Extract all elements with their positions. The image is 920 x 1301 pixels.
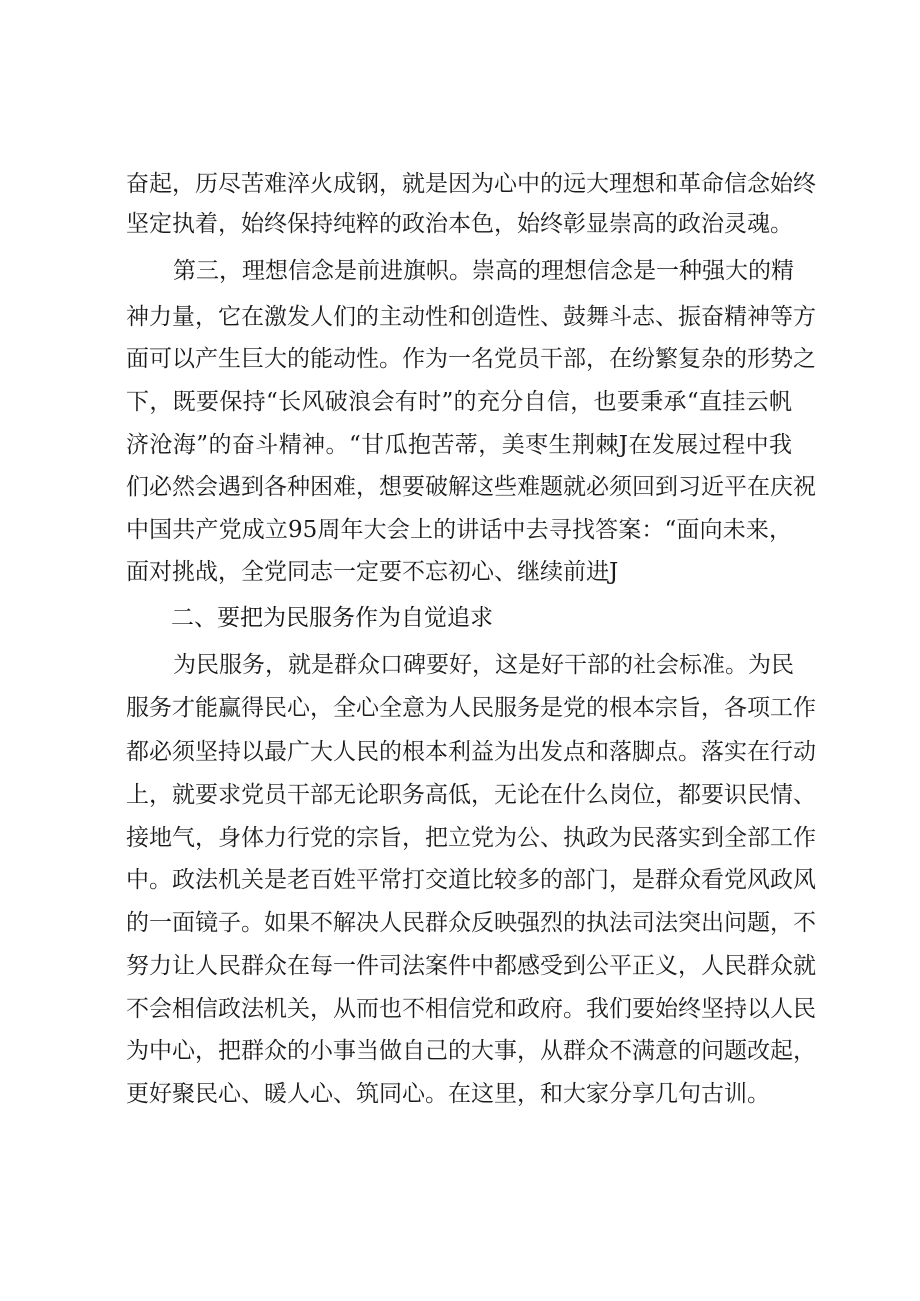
line-text: 都必须坚持以最广大人民的根本利益为出发点和落脚点。落实在行动 [126, 739, 816, 765]
body-line [0, 860, 920, 900]
body-line [0, 903, 920, 943]
line-text: 济沧海”的奋斗精神。“甘瓜抱苦蒂，美枣生荆棘J在发展过程中我 [126, 432, 792, 458]
body-line [0, 775, 920, 815]
line-text: 面可以产生巨大的能动性。作为一名党员干部，在纷繁复杂的形势之 [126, 346, 816, 372]
body-line [0, 645, 920, 685]
line-text: 的一面镜子。如果不解决人民群众反映强烈的执法司法突出问题，不 [126, 910, 816, 936]
body-line [0, 251, 920, 291]
line-text: 更好聚民心、暖人心、筑同心。在这里，和大家分享几句古训。 [126, 1081, 770, 1107]
body-line [0, 204, 920, 244]
body-line [0, 1074, 920, 1114]
body-line [0, 732, 920, 772]
line-text: 为民服务，就是群众口碑要好，这是好干部的社会标准。为民 [173, 652, 794, 678]
line-text: 中国共产党成立95周年大会上的讲话中去寻找答案：“面向未来， [126, 517, 792, 543]
line-text: 第三，理想信念是前进旗帜。崇高的理想信念是一种强大的精 [173, 258, 794, 284]
body-line [0, 510, 920, 550]
line-text: 下，既要保持“长风破浪会有时”的充分自信，也要秉承“直挂云帆 [126, 389, 792, 415]
line-text: 中。政法机关是老百姓平常打交道比较多的部门，是群众看党风政风 [126, 867, 816, 893]
line-text: 们必然会遇到各种困难，想要破解这些难题就必须回到习近平在庆祝 [126, 474, 816, 500]
body-line [0, 1031, 920, 1071]
line-text: 上，就要求党员干部无论职务高低，无论在什么岗位，都要识民情、 [126, 782, 816, 808]
line-text: 努力让人民群众在每一件司法案件中都感受到公平正义，人民群众就 [126, 953, 816, 979]
body-line [0, 164, 920, 204]
section-heading [0, 598, 920, 638]
body-line [0, 688, 920, 728]
line-text: 奋起，历尽苦难淬火成钢，就是因为心中的远大理想和革命信念始终 [126, 171, 816, 197]
body-line [0, 425, 920, 465]
body-line [0, 946, 920, 986]
line-text: 服务才能赢得民心，全心全意为人民服务是党的根本宗旨，各项工作 [126, 695, 816, 721]
line-text: 不会相信政法机关，从而也不相信党和政府。我们要始终坚持以人民 [126, 996, 816, 1022]
body-line [0, 818, 920, 858]
body-line [0, 552, 920, 592]
body-line [0, 467, 920, 507]
line-text: 面对挑战，全党同志一定要不忘初心、继续前进J [126, 559, 619, 585]
line-text: 为中心，把群众的小事当做自己的大事，从群众不满意的问题改起， [126, 1038, 816, 1064]
line-text: 接地气，身体力行党的宗旨，把立党为公、执政为民落实到全部工作 [126, 825, 816, 851]
line-text: 神力量，它在激发人们的主动性和创造性、鼓舞斗志、振奋精神等方 [126, 304, 816, 330]
body-line [0, 989, 920, 1029]
body-line [0, 297, 920, 337]
line-text: 坚定执着，始终保持纯粹的政治本色，始终彰显崇高的政治灵魂。 [126, 211, 793, 237]
heading-text: 二、要把为民服务作为自觉追求 [171, 605, 493, 631]
body-line [0, 382, 920, 422]
body-line [0, 339, 920, 379]
